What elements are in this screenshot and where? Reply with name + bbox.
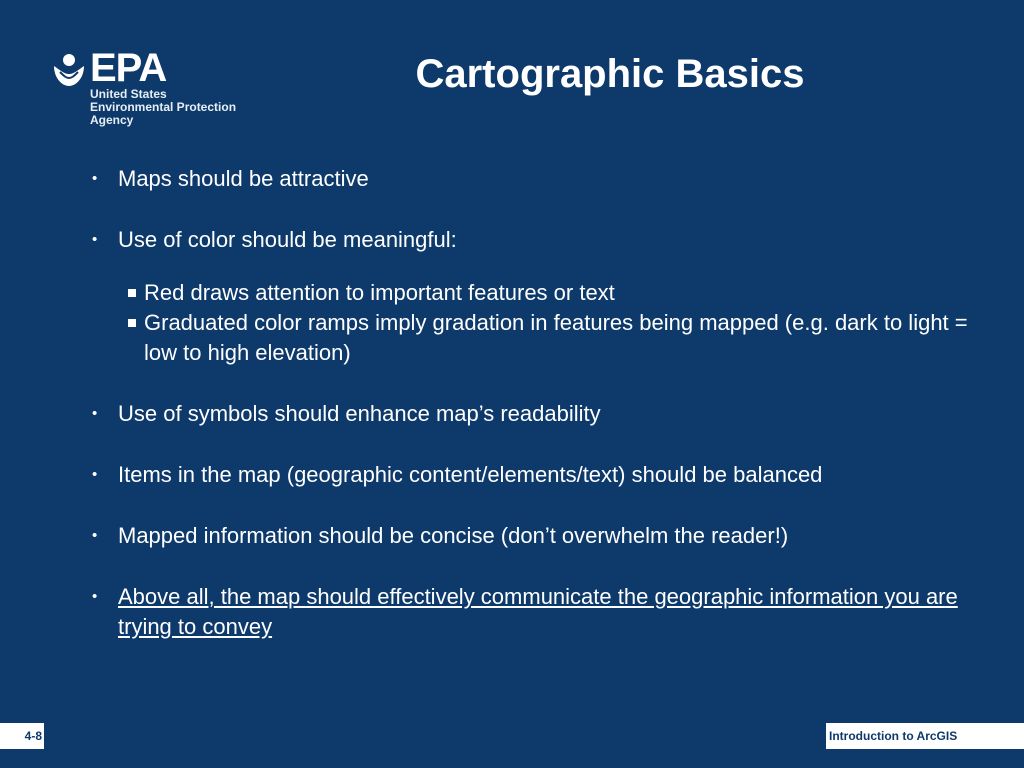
list-item (92, 399, 972, 429)
sub-list-item (92, 278, 972, 308)
square-bullet-icon (128, 319, 136, 327)
bullet-text: Mapped information should be concise (don’t overwhelm the reader!) (118, 523, 789, 548)
sub-bullet-text: Red draws attention to important features or text (144, 280, 615, 305)
slide-title: Cartographic Basics (415, 52, 805, 96)
bullet-dot: • (92, 170, 98, 187)
list-item (92, 460, 972, 490)
list-item (92, 521, 972, 551)
course-name: Introduction to ArcGIS (826, 723, 1024, 749)
bullet-list (92, 164, 972, 673)
bullet-text: Use of symbols should enhance map’s readability (118, 401, 601, 426)
bullet-dot: • (92, 405, 98, 422)
bullet-text: Maps should be attractive (118, 166, 369, 191)
agency-line-3: Agency (90, 113, 134, 127)
slide-number: 4-8 (0, 723, 44, 749)
agency-line-2: Environmental Protection (90, 100, 237, 114)
epa-logo (52, 46, 252, 130)
sub-bullet-text: Graduated color ramps imply gradation in features being mapped (e.g. dark to light = low to high elevation) (144, 310, 968, 365)
list-item (92, 164, 972, 194)
bullet-text-emphasis: Above all, the map should effectively communicate the geographic information you are trying to convey (118, 584, 958, 639)
list-item (92, 582, 972, 642)
agency-line-1: United States (90, 87, 167, 101)
agency-name (90, 88, 236, 127)
epa-flower-icon (52, 52, 86, 88)
bullet-dot: • (92, 527, 98, 544)
epa-wordmark: EPA (90, 46, 167, 90)
sub-list-item (92, 308, 972, 368)
bullet-text: Use of color should be meaningful: (118, 227, 457, 252)
bullet-dot: • (92, 466, 98, 483)
square-bullet-icon (128, 289, 136, 297)
bullet-text: Items in the map (geographic content/elements/text) should be balanced (118, 462, 823, 487)
bullet-dot: • (92, 231, 98, 248)
sub-list (92, 278, 972, 368)
bullet-dot: • (92, 588, 98, 605)
list-item (92, 225, 972, 255)
